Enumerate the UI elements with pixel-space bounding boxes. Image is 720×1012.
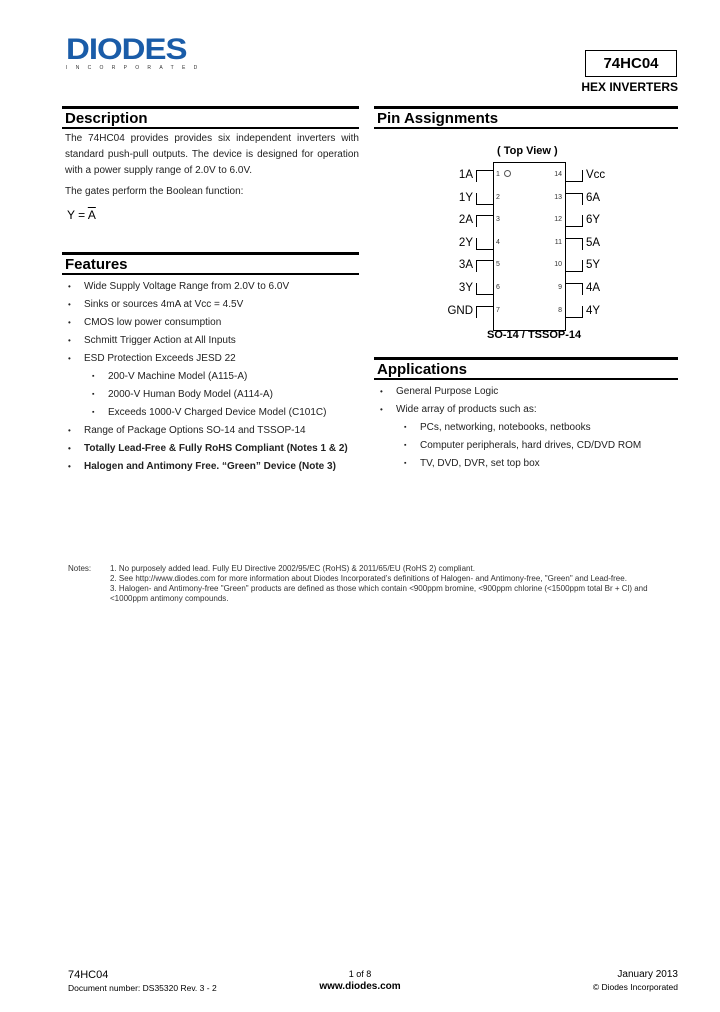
pin-lead [476,170,493,182]
description-section [62,106,359,222]
pin1-marker-icon [504,170,511,177]
pin-lead [566,215,583,227]
pin-label-left: 1Y [458,191,473,204]
footer-docnum: Document number: DS35320 Rev. 3 - 2 [68,983,217,993]
features-section [62,252,359,476]
pin-lead [476,193,493,205]
pin-number: 9 [558,284,562,291]
pin-lead [566,193,583,205]
pin-label-left: 3A [458,259,473,272]
formula-lhs: Y = [67,208,88,222]
top-view-label: ( Top View ) [497,145,558,157]
section-heading: Pin Assignments [374,106,678,129]
notes-list [110,564,680,604]
section-heading: Description [62,106,359,129]
pin-number: 10 [554,261,562,269]
pin-label-right: 5A [586,236,601,249]
note-item: 2. See http://www.diodes.com for more information about Diodes Incorporated’s definitions of Halogen- and Antimony-free, "Green" and Lead-free. [110,574,627,583]
pin-label-right: 6Y [586,214,601,227]
logo-subtext: INCORPORATED [66,65,206,71]
footer-page: 1 of 8 [348,969,372,979]
part-number-box: 74HC04 [585,50,677,77]
diodes-logo [66,31,206,71]
list-item: ▪ 2000-V Human Body Model (A114-A) [62,386,359,404]
pin-lead [566,238,583,250]
list-item: • Schmitt Trigger Action at All Inputs [62,332,359,350]
footer-url[interactable]: www.diodes.com [319,981,401,992]
applications-section [374,357,678,473]
pin-lead [566,260,583,272]
list-item: • Wide Supply Voltage Range from 2.0V to 6.0V [62,278,359,296]
applications-list [374,383,678,473]
pin-label-left: 2A [458,214,473,227]
part-title: HEX INVERTERS [581,80,678,94]
logo-text: DIODES [66,31,187,66]
pin-label-right: 6A [586,191,601,204]
description-text: The 74HC04 provides provides six independent inverters with standard push-pull outputs. The device is designed for operation with a power supply range of 2.0V to 6.0V. [65,133,359,176]
pin-label-right: 5Y [586,259,601,272]
pin-number: 6 [496,284,500,291]
pin-lead [566,306,583,318]
footer-copyright: © Diodes Incorporated [592,982,678,992]
pin-number: 8 [558,306,562,314]
pin-label-left: 2Y [458,236,473,249]
pin-label-right: Vcc [586,169,606,181]
note-item: 3. Halogen- and Antimony-free "Green" products are defined as those which contain <900ppm bromine, <900ppm chlorine (<1500ppm total Br + Cl) and <1000ppm antimony compounds. [110,584,648,603]
list-item: • ESD Protection Exceeds JESD 22 [62,350,359,368]
list-item: ▪ TV, DVD, DVR, set top box [374,455,678,473]
features-list [62,278,359,476]
list-item: • Totally Lead-Free & Fully RoHS Compliant (Notes 1 & 2) [62,440,359,458]
list-item: • Sinks or sources 4mA at Vcc = 4.5V [62,296,359,314]
list-item: ▪ Exceeds 1000-V Charged Device Model (C101C) [62,404,359,422]
pin-number: 14 [554,171,562,178]
pin-label-left: 3Y [458,282,473,294]
pin-lead [476,215,493,227]
pin-number: 13 [554,193,562,201]
pin-label-right: 4A [586,282,601,294]
list-item: • General Purpose Logic [374,383,678,401]
list-item: • Range of Package Options SO-14 and TSSOP-14 [62,422,359,440]
pin-label-left: 1A [458,169,473,181]
pin-number: 4 [496,238,500,246]
pin-lead [476,283,493,295]
section-heading: Features [62,252,359,275]
list-item: • CMOS low power consumption [62,314,359,332]
note-item: 1. No purposely added lead. Fully EU Directive 2002/95/EC (RoHS) & 2011/65/EU (RoHS 2) compliant. [110,564,475,573]
pin-assignments-section [374,106,678,129]
list-item: ▪ 200-V Machine Model (A115-A) [62,368,359,386]
footer-date: January 2013 [617,969,678,980]
pin-lead [476,238,493,250]
pin-lead [566,170,583,182]
pin-lead [566,283,583,295]
pin-number: 2 [496,193,500,201]
pin-number: 3 [496,216,500,224]
footer-part: 74HC04 [68,969,109,981]
pin-label-right: 4Y [586,304,601,317]
list-item: ▪ Computer peripherals, hard drives, CD/DVD ROM [374,437,678,455]
list-item: • Halogen and Antimony Free. “Green” Device (Note 3) [62,458,359,476]
notes-label: Notes: [68,564,92,573]
pin-number: 5 [496,261,500,269]
pin-number: 7 [496,306,500,314]
pin-label-left: GND [447,304,473,317]
pin-lead [476,260,493,272]
formula-rhs: $\overline{A}$ [87,208,96,222]
list-item: ▪ PCs, networking, notebooks, netbooks [374,419,678,437]
list-item: • Wide array of products such as: [374,401,678,419]
pin-lead [476,306,493,318]
pin-number: 12 [554,216,562,224]
pin-number: 1 [496,171,500,178]
pin-number: 11 [554,238,562,246]
package-label: SO-14 / TSSOP-14 [487,329,582,341]
boolean-formula [62,208,359,222]
boolean-text: The gates perform the Boolean function: [65,186,244,197]
section-heading: Applications [374,357,678,380]
